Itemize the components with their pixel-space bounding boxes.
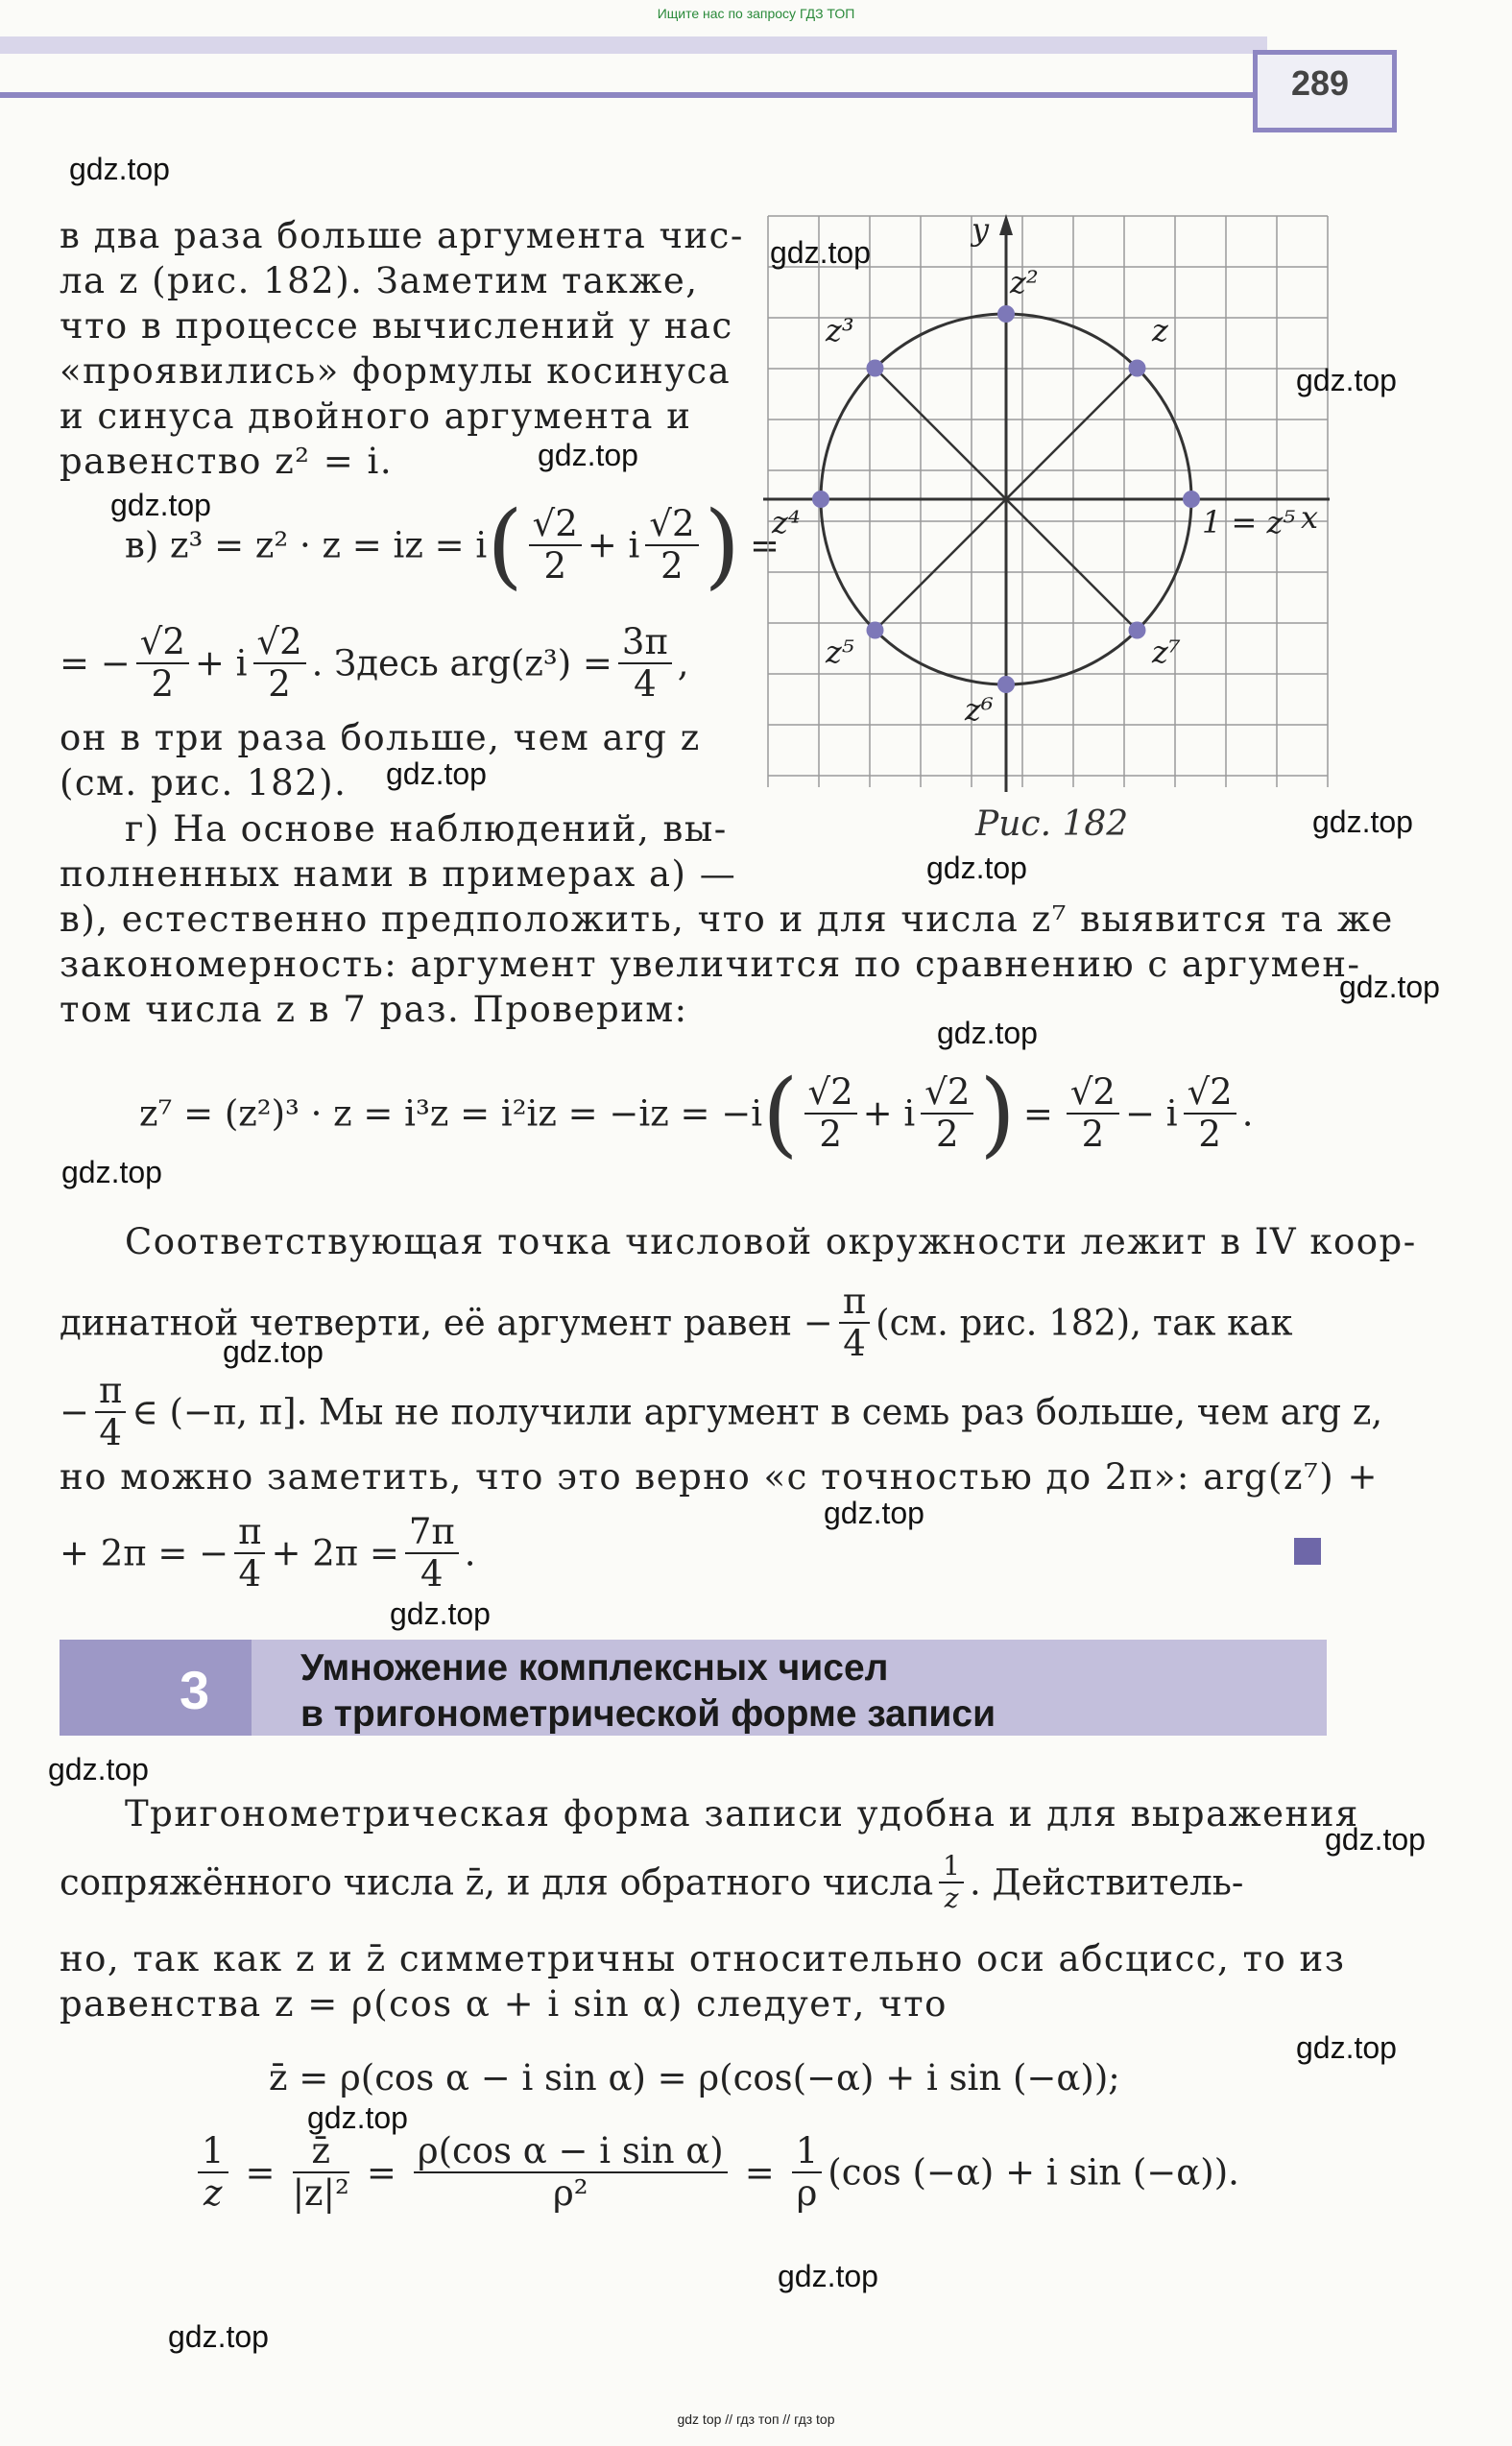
p4-line-3a: −	[60, 1391, 90, 1433]
watermark: gdz.top	[538, 438, 638, 472]
point-z3	[867, 360, 884, 377]
frac-num: 1	[198, 2131, 228, 2173]
p5-line-2a: сопряжённого числа z̄, и для обратного числа	[60, 1861, 934, 1904]
p1-line-1: в два раза больше аргумента чис-	[60, 215, 744, 256]
section-title-line-1: Умножение комплексных чисел	[300, 1647, 889, 1689]
eq-g-equals: =	[1022, 1092, 1053, 1135]
fraction	[1184, 1072, 1236, 1155]
point-z5	[867, 622, 884, 639]
unit-circle-figure	[758, 206, 1334, 802]
fraction	[234, 1512, 265, 1595]
label-z: z	[1152, 312, 1168, 348]
label-z2: z²	[1010, 264, 1039, 300]
p4-line-3	[60, 1371, 1382, 1453]
fraction	[1067, 1072, 1119, 1155]
p5-line-3: но, так как z и z̄ симметричны относительно оси абсцисс, то из	[60, 1938, 1346, 1979]
frac-den: z	[204, 2172, 223, 2214]
equation-inverse	[192, 2131, 1239, 2214]
watermark: gdz.top	[110, 488, 211, 522]
point-z6	[997, 676, 1015, 693]
frac-num: 1	[939, 1851, 964, 1883]
eq-inv-end: (cos (−α) + i sin (−α)).	[828, 2151, 1239, 2194]
label-one: 1 = z⁵	[1202, 504, 1296, 540]
section-number: 3	[180, 1660, 210, 1720]
frac-den: |z|²	[292, 2172, 349, 2214]
p2-line-1: он в три раза больше, чем arg z	[60, 717, 701, 758]
fraction	[414, 2131, 728, 2214]
fraction	[792, 2131, 823, 2214]
frac-num: ρ(cos α − i sin α)	[414, 2131, 728, 2173]
p4-line-4: но можно заметить, что это верно «с точностью до 2π»: arg(z⁷) +	[60, 1456, 1379, 1498]
y-arrow	[999, 214, 1013, 235]
p3-line-3: в), естественно предположить, что и для числа z⁷ выявится та же	[60, 899, 1394, 940]
eq-v-equals: =	[749, 524, 780, 566]
equation-g	[139, 1060, 1254, 1167]
watermark: gdz.top	[778, 2259, 878, 2293]
eq-v2-mid: + i	[194, 642, 248, 684]
frac-den: 4	[420, 1553, 444, 1595]
p4-line-2b: (см. рис. 182), так как	[876, 1302, 1293, 1344]
point-z7	[1129, 622, 1146, 639]
watermark: gdz.top	[1296, 2030, 1397, 2065]
watermark: gdz.top	[824, 1496, 924, 1530]
frac-den: 4	[843, 1323, 866, 1364]
fraction	[839, 1282, 870, 1364]
frac-den: 2	[660, 545, 684, 587]
p4-line-5b: + 2π =	[271, 1532, 399, 1574]
watermark: gdz.top	[937, 1016, 1038, 1050]
frac-num: π	[234, 1512, 265, 1554]
frac-den: 4	[238, 1553, 262, 1595]
watermark: gdz.top	[48, 1752, 149, 1787]
p1-line-3: что в процессе вычислений у нас	[60, 305, 733, 347]
section-title-line-2: в тригонометрической форме записи	[300, 1693, 996, 1735]
p5-line-2	[60, 1851, 1243, 1914]
frac-den: 4	[634, 663, 657, 705]
frac-num: π	[839, 1282, 870, 1324]
p4-line-3b: ∈ (−π, π]. Мы не получили аргумент в семь раз больше, чем arg z,	[132, 1391, 1383, 1433]
top-watermark: Ищите нас по запросу ГДЗ ТОП	[657, 6, 855, 21]
fraction	[198, 2131, 228, 2214]
watermark: gdz.top	[307, 2100, 408, 2135]
watermark: gdz.top	[1325, 1822, 1426, 1857]
eq-inv-equals: =	[245, 2151, 276, 2194]
eq-g-plus-i: + i	[862, 1092, 916, 1135]
bottom-watermark: gdz top // гдз топ // гдз top	[677, 2411, 835, 2427]
equation-v	[125, 492, 780, 599]
paren-open: (	[762, 1060, 799, 1167]
frac-num: √2	[645, 504, 698, 546]
frac-den: 2	[1198, 1114, 1221, 1155]
p4-line-5a: + 2π = −	[60, 1532, 229, 1574]
fraction	[529, 504, 582, 587]
point-z0	[1183, 491, 1200, 508]
p3-line-5: том числа z в 7 раз. Проверим:	[60, 989, 688, 1030]
eq-v-plus-i: + i	[587, 524, 640, 566]
p4-line-1: Соответствующая точка числовой окружности лежит в IV коор-	[125, 1221, 1417, 1262]
fraction	[253, 622, 306, 705]
header-line	[0, 92, 1267, 98]
frac-den: 2	[819, 1114, 842, 1155]
p5-line-4: равенства z = ρ(cos α + i sin α) следует, что	[60, 1983, 948, 2025]
frac-den: 2	[151, 663, 175, 705]
frac-num: 1	[792, 2131, 823, 2173]
frac-den: 2	[936, 1114, 959, 1155]
watermark: gdz.top	[390, 1596, 491, 1631]
point-z	[1129, 360, 1146, 377]
eq-g-end: .	[1241, 1092, 1254, 1135]
frac-den: 2	[543, 545, 566, 587]
paren-close: )	[704, 492, 740, 599]
label-z4: z⁴	[772, 504, 801, 540]
frac-num: 7π	[405, 1512, 459, 1554]
fraction	[405, 1512, 459, 1595]
watermark: gdz.top	[926, 851, 1027, 885]
watermark: gdz.top	[1339, 970, 1440, 1004]
watermark: gdz.top	[61, 1155, 162, 1189]
frac-num: 3π	[618, 622, 672, 664]
frac-den: ρ²	[552, 2172, 588, 2214]
fraction	[136, 622, 189, 705]
p3-line-1: г) На основе наблюдений, вы-	[125, 808, 728, 850]
p3-line-4: закономерность: аргумент увеличится по сравнению с аргумен-	[60, 944, 1361, 985]
frac-num: √2	[529, 504, 582, 546]
frac-den: ρ	[796, 2172, 818, 2214]
paren-open: (	[487, 492, 523, 599]
watermark: gdz.top	[770, 235, 871, 270]
frac-den: z	[944, 1882, 959, 1914]
p5-line-1: Тригонометрическая форма записи удобна и для выражения	[125, 1793, 1359, 1834]
frac-num: √2	[253, 622, 306, 664]
point-z4	[812, 491, 829, 508]
section-number-box	[60, 1640, 252, 1736]
equation-conjugate: z̄ = ρ(cos α − i sin α) = ρ(cos(−α) + i sin (−α));	[269, 2057, 1120, 2098]
p2-line-2: (см. рис. 182).	[60, 762, 348, 803]
label-z5: z⁵	[826, 634, 854, 670]
watermark: gdz.top	[1296, 363, 1397, 397]
frac-num: √2	[136, 622, 189, 664]
fraction	[293, 2131, 349, 2214]
fraction	[618, 622, 672, 705]
p5-line-2b: . Действитель-	[970, 1861, 1244, 1904]
p4-line-5	[60, 1512, 476, 1595]
p4-line-5-end: .	[464, 1532, 476, 1574]
grid	[768, 216, 1328, 787]
frac-num: √2	[1067, 1072, 1119, 1115]
eq-v2-start: = −	[60, 642, 131, 684]
p1-line-2: ла z (рис. 182). Заметим также,	[60, 260, 699, 301]
p1-line-5: и синуса двойного аргумента и	[60, 396, 692, 437]
eq-g-start: z⁷ = (z²)³ · z = i³z = i²iz = −iz = −i	[139, 1092, 763, 1135]
frac-den: 2	[1081, 1114, 1105, 1155]
end-of-proof-square	[1294, 1538, 1321, 1565]
fraction	[939, 1851, 964, 1914]
label-y: y	[972, 211, 990, 248]
watermark: gdz.top	[69, 152, 170, 186]
p3-line-2: полненных нами в примерах а) —	[60, 853, 737, 895]
fraction	[921, 1072, 973, 1155]
watermark: gdz.top	[386, 756, 487, 791]
frac-num: π	[95, 1371, 126, 1413]
p4-line-2a: динатной четверти, её аргумент равен −	[60, 1302, 833, 1344]
frac-den: 4	[99, 1412, 122, 1453]
fraction	[95, 1371, 126, 1453]
eq-g-minus-i: − i	[1124, 1092, 1178, 1135]
eq-v2-end: ,	[677, 642, 689, 684]
page-number: 289	[1291, 63, 1350, 103]
point-z2	[997, 305, 1015, 323]
figure-caption: Рис. 182	[975, 804, 1129, 844]
eq-v2-here: . Здесь arg(z³) =	[311, 642, 612, 684]
fraction	[645, 504, 698, 587]
watermark: gdz.top	[168, 2319, 269, 2354]
eq-inv-equals-2: =	[366, 2151, 396, 2194]
label-z6: z⁶	[965, 691, 994, 728]
label-z3: z³	[826, 312, 854, 348]
label-z7: z⁷	[1152, 634, 1181, 670]
watermark: gdz.top	[1312, 804, 1413, 839]
frac-num: √2	[1184, 1072, 1236, 1115]
frac-num: √2	[804, 1072, 857, 1115]
p1-line-6: равенство z² = i.	[60, 441, 394, 482]
label-x: x	[1301, 499, 1319, 536]
frac-num: z̄	[293, 2131, 349, 2173]
equation-v2	[60, 622, 689, 705]
eq-inv-equals-3: =	[744, 2151, 775, 2194]
p1-line-4: «проявились» формулы косинуса	[60, 350, 732, 392]
paren-close: )	[979, 1060, 1016, 1167]
frac-den: 2	[268, 663, 291, 705]
fraction	[804, 1072, 857, 1155]
frac-num: √2	[921, 1072, 973, 1115]
watermark: gdz.top	[223, 1334, 324, 1369]
header-stripe	[0, 36, 1267, 54]
eq-v-label: в) z³ = z² · z = iz = i	[125, 524, 488, 566]
